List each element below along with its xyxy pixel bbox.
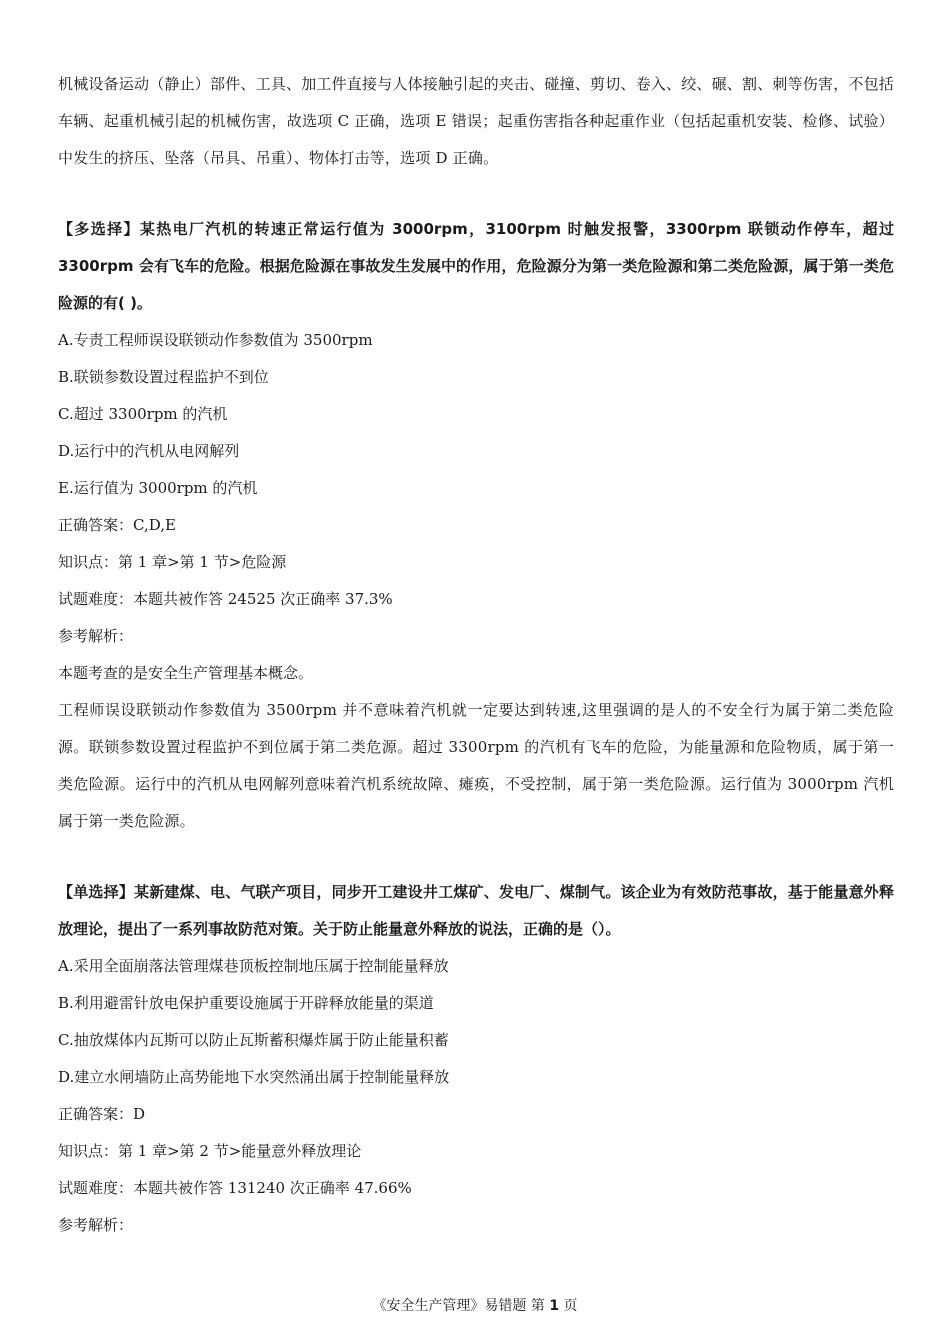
question-2-option-d: D.建立水闸墙防止高势能地下水突然涌出属于控制能量释放 — [58, 1068, 450, 1086]
question-1-option-a: A.专责工程师误设联锁动作参数值为 3500rpm — [58, 331, 373, 349]
question-1-difficulty: 试题难度：本题共被作答 24525 次正确率 37.3% — [58, 590, 393, 608]
question-2-difficulty: 试题难度：本题共被作答 131240 次正确率 47.66% — [58, 1179, 412, 1197]
question-1-option-d: D.运行中的汽机从电网解列 — [58, 442, 240, 460]
intro-paragraph: 机械设备运动（静止）部件、工具、加工件直接与人体接触引起的夹击、碰撞、剪切、卷入、绞、碾、割、刺等伤害，不包括车辆、起重机械引起的机械伤害，故选项 C 正确，选项 E 错误；起重伤害指各种起重作业（包括起重机安装、检修、试验）中发生的挤压、坠落（吊具、吊重）、物体打击等，选项 D 正确。 — [58, 75, 895, 167]
question-1-analysis-label: 参考解析： — [58, 627, 134, 645]
question-2-knowledge: 知识点：第 1 章>第 2 节>能量意外释放理论 — [58, 1142, 362, 1160]
question-1-knowledge: 知识点：第 1 章>第 1 节>危险源 — [58, 553, 287, 571]
question-1-answer: 正确答案：C,D,E — [58, 516, 176, 534]
question-1 — [58, 211, 894, 840]
question-1-analysis-intro: 本题考查的是安全生产管理基本概念。 — [58, 664, 314, 682]
question-2-answer: 正确答案：D — [58, 1105, 146, 1123]
section-gap — [58, 840, 894, 874]
footer-suffix: 页 — [563, 1298, 578, 1314]
question-2-option-a: A.采用全面崩落法管理煤巷顶板控制地压属于控制能量释放 — [58, 957, 449, 975]
question-1-option-e: E.运行值为 3000rpm 的汽机 — [58, 479, 258, 497]
footer-page-number: 1 — [549, 1298, 560, 1314]
question-2-option-c: C.抽放煤体内瓦斯可以防止瓦斯蓄积爆炸属于防止能量积蓄 — [58, 1031, 449, 1049]
question-2-analysis-label: 参考解析： — [58, 1216, 134, 1234]
question-1-stem: 【多选择】某热电厂汽机的转速正常运行值为 3000rpm，3100rpm 时触发报警，3300rpm 联锁动作停车，超过 3300rpm 会有飞车的危险。根据危险源在事故发生发展中的作用，危险源分为第一类危险源和第二类危险源，属于第一类危险源的有( )。 — [58, 220, 894, 312]
question-2 — [58, 874, 894, 1244]
question-1-analysis-body: 工程师误设联锁动作参数值为 3500rpm 并不意味着汽机就一定要达到转速,这里强调的是人的不安全行为属于第二类危险源。联锁参数设置过程监护不到位属于第二类危源。超过 3300rpm 的汽机有飞车的危险，为能量源和危险物质，属于第一类危险源。运行中的汽机从电网解列意味着汽机系统故障、瘫痪，不受控制，属于第一类危险源。运行值为 3000rpm 汽机属于第一类危险源。 — [58, 701, 894, 830]
question-2-stem: 【单选择】某新建煤、电、气联产项目，同步开工建设井工煤矿、发电厂、煤制气。该企业为有效防范事故，基于能量意外释放理论，提出了一系列事故防范对策。关于防止能量意外释放的说法，正确的是（）。 — [58, 883, 894, 938]
section-gap — [58, 177, 894, 211]
question-1-option-b: B.联锁参数设置过程监护不到位 — [58, 368, 269, 386]
page-footer — [0, 1296, 950, 1316]
footer-title: 《安全生产管理》易错题 第 — [372, 1298, 545, 1314]
question-2-option-b: B.利用避雷针放电保护重要设施属于开辟释放能量的渠道 — [58, 994, 434, 1012]
question-1-option-c: C.超过 3300rpm 的汽机 — [58, 405, 228, 423]
page-content — [58, 66, 894, 1244]
